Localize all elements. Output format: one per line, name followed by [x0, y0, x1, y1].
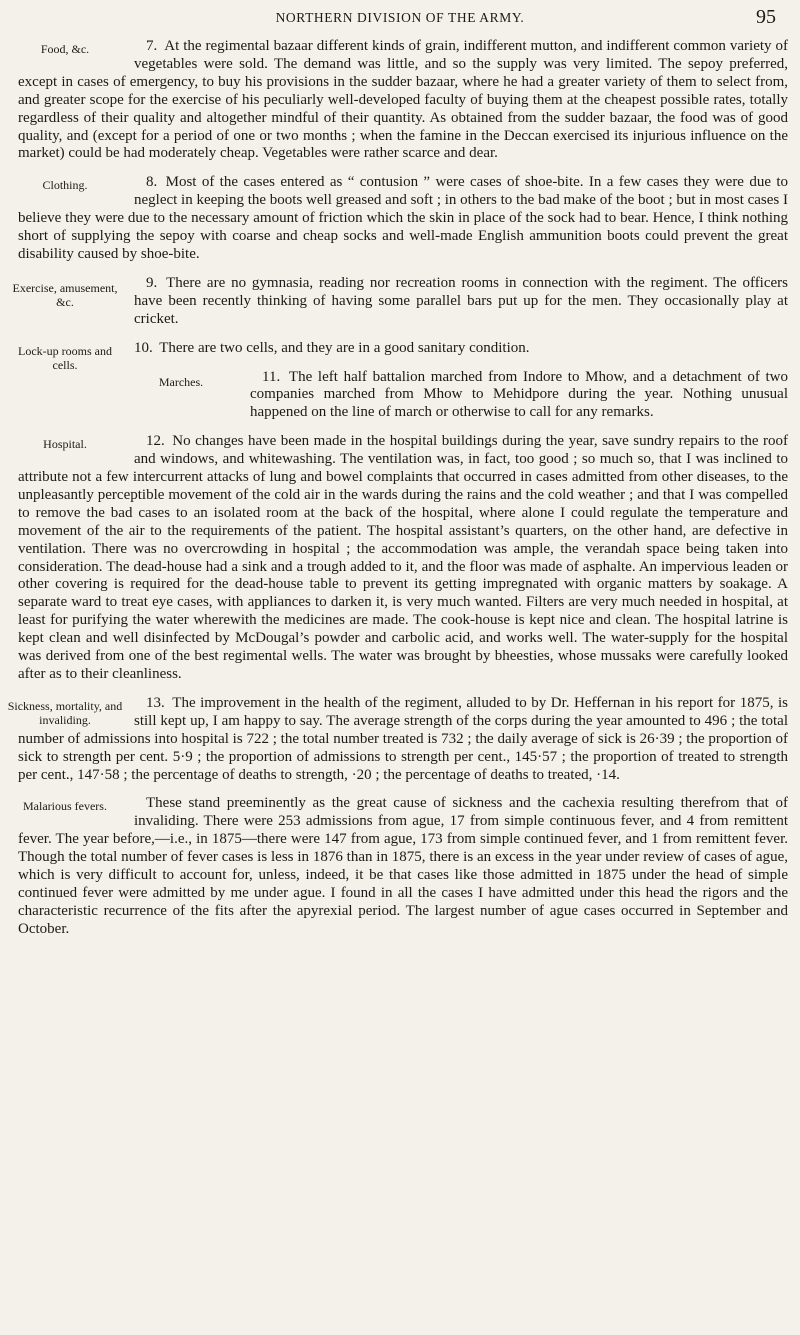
side-note-food: Food, &c. [40, 42, 90, 56]
paragraph-fevers [18, 795, 788, 938]
paragraph-text: These stand preeminently as the great cause of sickness and the cachexia resulting therefrom that of invaliding. There were 253 admissions from ague, 17 from simple continuous fever, and 4 from remittent fever. The year before,—i.e., in 1875—there were 147 from ague, 173 from simple continued fever, and 1 from remittent fever. Though the total number of fever cases is less in 1876 than in 1875, there is an excess in the year under review of cases of ague, which is very difficult to account for, unless, indeed, it be that cases like those admitted in 1875 under the head of simple continued fever were admitted by me under ague. I found in all the cases I have admitted under this head the rigors and the characteristic recurrence of the fits after the apyrexial period. The largest number of ague cases occurred in September and October. [18, 795, 788, 937]
paragraph-13 [7, 694, 788, 785]
paragraph-text: There are no gymnasia, reading nor recreation rooms in connection with the regiment. The officers have been recently thinking of having some parallel bars put up for the men. They occasionally play at cricket. [134, 274, 789, 327]
paragraph-text: At the regimental bazaar different kinds of grain, indifferent mutton, and indifferent common variety of vegetables were sold. The demand was little, and so the supply was very limited. The sepoy preferred, except in cases of emergency, to buy his provisions in the sudder bazaar, where he had a greater variety of them to select from, and greater scope for the exercise of his peculiarly well-developed faculty of buying them at the cheapest possible rates, totally regardless of their quality and altogether mindful of their quantity. As obtained from the sudder bazaar, the food was of good quality, and (except for a period of one or two months ; when the famine in the Deccan exercised its injurious influence on the market) could be had moderately cheap. Vegetables were rather scarce and dear. [18, 38, 789, 162]
side-note-lockup: Lock-up rooms and cells. [18, 343, 112, 372]
page-number: 95 [756, 6, 776, 28]
paragraph-7 [18, 38, 788, 163]
running-head: NORTHERN DIVISION OF THE ARMY. [275, 10, 525, 25]
side-note-fevers: Malarious fevers. [23, 799, 107, 814]
paragraph-10 [18, 339, 788, 372]
paragraph-text: The left half battalion marched from Indore to Mhow, and a detachment of two companies marched from Mhow to Mehidpore during the year. Nothing unusual happened on the line of march or otherwise to call for any remarks. [250, 368, 788, 421]
paragraph-number: 11. [262, 368, 281, 385]
paragraph-number: 7. [146, 38, 158, 54]
side-note-clothing: Clothing. [42, 178, 88, 193]
paragraph-number: 13. [146, 694, 165, 711]
paragraph-text: The improvement in the health of the regiment, alluded to by Dr. Heffernan in his report for 1875, is still kept up, I am happy to say. The average strength of the corps during the year amounted to 496 ; the total number of admissions into hospital is 722 ; the total number treated is 732 ; the daily average of sick is 26·39 ; the proportion of sick to strength per cent. 5·9 ; the proportion of admissions to strength per cent., 145·57 ; the proportion of treated to strength per cent., 147·58 ; the percentage of deaths to strength, ·20 ; the percentage of deaths to treated, ·14. [18, 694, 788, 783]
paragraph-9 [12, 274, 789, 329]
body-text [7, 38, 789, 950]
side-note-exercise: Exercise, amusement, &c. [12, 280, 118, 309]
paragraph-number: 9. [146, 274, 158, 291]
paragraph-number: 10. [134, 339, 153, 356]
paragraph-text: Most of the cases entered as “ contusion ” were cases of shoe-bite. In a few cases they were due to neglect in keeping the boots well greased and soft ; in others to the bad make of the boot ; but in most cases I believe they were due to the necessary amount of friction which the skin in place of the sock had to bear. Hence, I think nothing short of supplying the sepoy with coarse and cheap socks and well-made English ammunition boots could prevent the great disability caused by shoe-bite. [18, 174, 789, 262]
paragraph-12 [18, 433, 788, 684]
paragraph-number: 8. [146, 174, 158, 191]
page-header [0, 6, 800, 36]
paragraph-11 [18, 369, 788, 423]
side-note-sickness: Sickness, mortality, and invaliding. [7, 698, 123, 727]
paragraph-8 [18, 174, 788, 264]
paragraph-text: No changes have been made in the hospital buildings during the year, save sundry repairs to the roof and windows, and whitewashing. The ventilation was, in fact, too good ; so much so, that I was inclined to attribute not a few intercurrent attacks of lung and bowel complaints that occurred in cases admitted from other diseases, to the unpleasantly perceptible movement of the cold air in the wards during the rains and the cold weather ; and that I was compelled to remove the bad cases to an isolated room at the back of the hospital, where alone I could regulate the temperature and movement of the air to the requirements of the patient. The hospital assistant’s quarters, on the other hand, are defective in ventilation. There was no overcrowding in hospital ; the accommodation was ample, the verandah space being taken into consideration. The dead-house had a sink and a trough added to it, and the floor was made of asphalte. An impervious leaden or other covering is required for the dead-house table to prevent its getting impregnated with organic matters by soakage. A separate ward to treat eye cases, with appliances to darken it, is very much wanted. Filters are very much needed in hospital, at least for purifying the water wherewith the medicines are made. The cook-house is kept nice and clean. The hospital latrine is kept clean and well disinfected by McDougal’s powder and carbolic acid, and works well. The water-supply for the hospital was derived from one of the best regimental wells. The water was brought by bheesties, whose mussaks were carefully looked after as to their cleanliness. [18, 433, 788, 682]
side-note-marches: Marches. [158, 374, 204, 389]
side-note-hospital: Hospital. [43, 437, 87, 452]
paragraph-number: 12. [146, 433, 165, 450]
paragraph-text: There are two cells, and they are in a good sanitary condition. [159, 339, 530, 356]
